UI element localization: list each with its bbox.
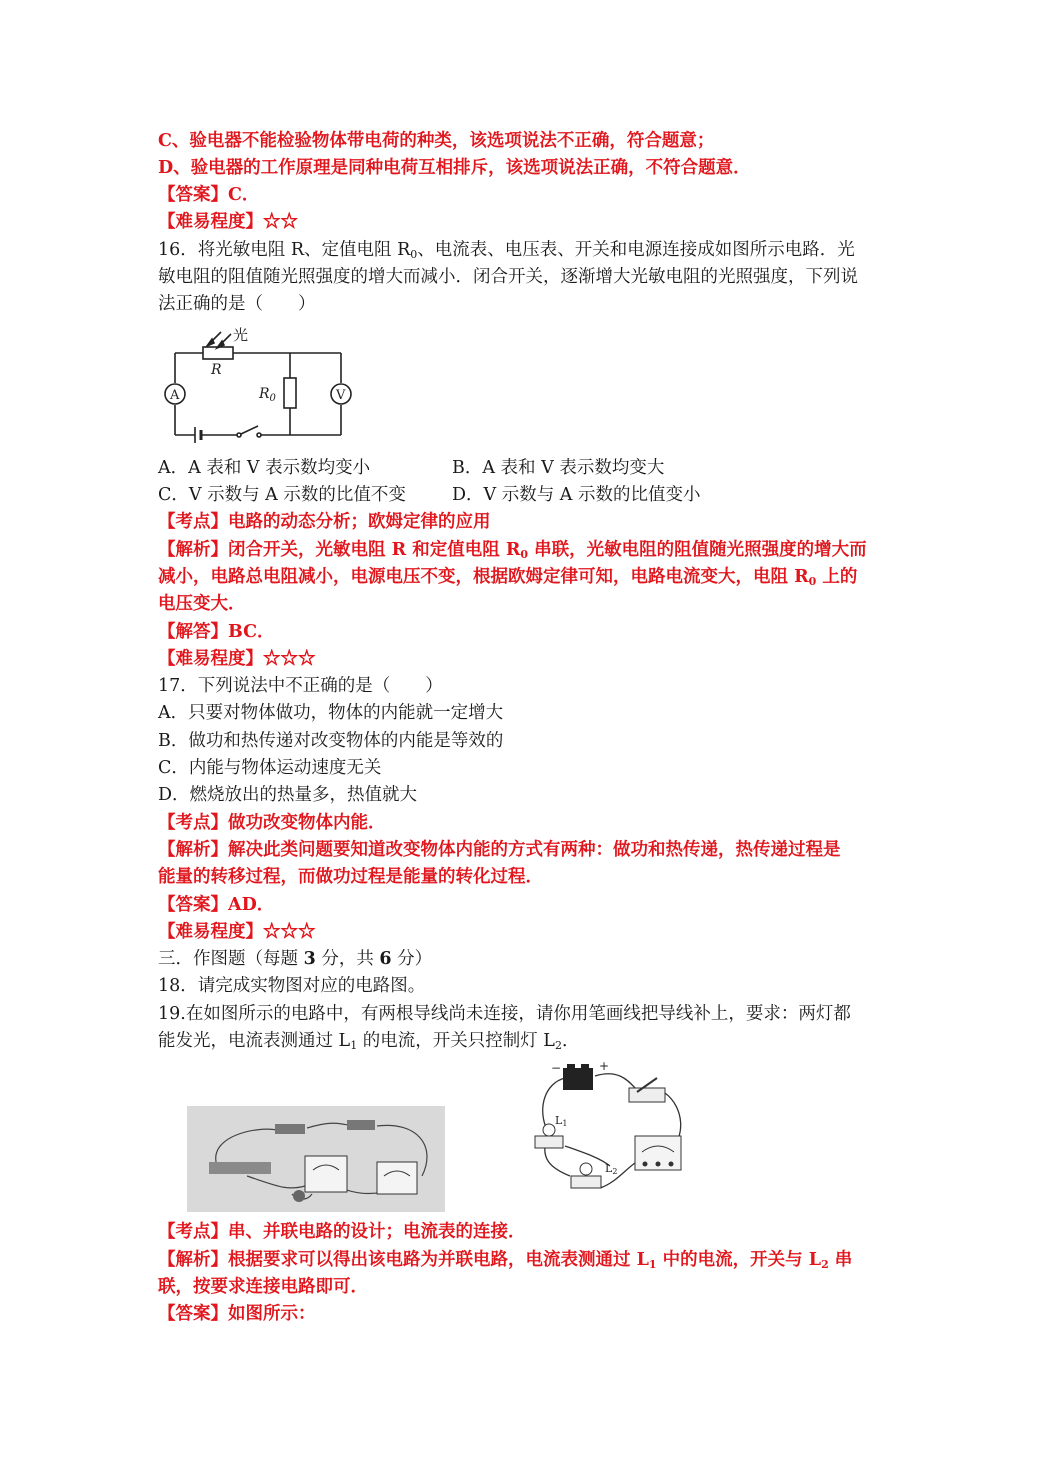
q17-option-b: B．做功和热传递对改变物体的内能是等效的 bbox=[158, 731, 504, 751]
label-L2: L bbox=[605, 1162, 613, 1175]
q17-text: 17．下列说法中不正确的是（ ） bbox=[158, 676, 443, 696]
q17-key-point: 【考点】做功改变物体内能． bbox=[158, 813, 386, 833]
label-R0: R bbox=[259, 386, 270, 402]
label-minus: − bbox=[551, 1061, 562, 1075]
q16-analysis-line3: 电压变大． bbox=[158, 594, 246, 614]
q15-answer: 【答案】C． bbox=[158, 185, 260, 205]
q16-circuit-diagram bbox=[155, 322, 365, 446]
option-c-explanation: C、验电器不能检验物体带电荷的种类，该选项说法不正确，符合题意； bbox=[158, 131, 715, 151]
q19-key-point: 【考点】串、并联电路的设计；电流表的连接． bbox=[158, 1222, 526, 1242]
lamp-l1-icon bbox=[543, 1124, 555, 1136]
q18-text: 18．请完成实物图对应的电路图。 bbox=[158, 976, 426, 996]
label-A: A bbox=[170, 388, 180, 403]
q15-difficulty: 【难易程度】☆☆ bbox=[158, 212, 298, 232]
q19-circuit-drawing bbox=[525, 1058, 695, 1208]
q19-answer: 【答案】如图所示： bbox=[158, 1304, 316, 1324]
q19-text-line1: 19.在如图所示的电路中，有两根导线尚未连接，请你用笔画线把导线补上，要求：两灯都 bbox=[158, 1004, 851, 1024]
q19-text-line2: 能发光，电流表测通过 $L_1$ 的电流，开关只控制灯 $L_2$． bbox=[158, 1031, 580, 1052]
battery-icon bbox=[563, 1068, 593, 1090]
q16-option-a: A．A 表和 V 表示数均变小 bbox=[158, 458, 371, 478]
label-plus: + bbox=[599, 1059, 610, 1073]
section-3-heading: 三．作图题（每题 3 分，共 6 分） bbox=[158, 949, 433, 969]
q17-option-c: C．内能与物体运动速度无关 bbox=[158, 758, 382, 778]
label-V: V bbox=[336, 388, 346, 403]
q16-option-d: D．V 示数与 A 示数的比值变小 bbox=[452, 485, 701, 505]
svg-text:L1: L1 bbox=[555, 1114, 568, 1128]
q16-analysis-line1: 【解析】闭合开关，光敏电阻 R 和定值电阻 $R_0$ 串联，光敏电阻的阻值随光照强度的增大而 bbox=[158, 540, 867, 561]
q16-solution: 【解答】BC． bbox=[158, 622, 275, 642]
lamp-l2-icon bbox=[580, 1163, 592, 1175]
svg-text:R0: $R_0$ bbox=[259, 386, 276, 404]
q17-analysis-line1: 【解析】解决此类问题要知道改变物体内能的方式有两种：做功和热传递，热传递过程是 bbox=[158, 840, 841, 860]
q17-difficulty: 【难易程度】☆☆☆ bbox=[158, 922, 316, 942]
q18-circuit-photo bbox=[187, 1106, 445, 1212]
q17-option-a: A．只要对物体做功，物体的内能就一定增大 bbox=[158, 703, 504, 723]
q16-difficulty: 【难易程度】☆☆☆ bbox=[158, 649, 316, 669]
q16-option-b: B．A 表和 V 表示数均变大 bbox=[452, 458, 665, 478]
lamp-l2-base bbox=[571, 1176, 601, 1188]
q17-option-d: D．燃烧放出的热量多，热值就大 bbox=[158, 785, 418, 805]
q16-text-line1: 16．将光敏电阻 R、定值电阻 $R_0$、电流表、电压表、开关和电源连接成如图所示电路．光 bbox=[158, 240, 855, 261]
q19-analysis-line2: 联，按要求连接电路即可． bbox=[158, 1277, 368, 1297]
q16-text-line3: 法正确的是（ ） bbox=[158, 294, 316, 314]
label-R: R bbox=[211, 362, 222, 378]
q16-option-c: C．V 示数与 A 示数的比值不变 bbox=[158, 485, 406, 505]
q19-analysis-line1: 【解析】根据要求可以得出该电路为并联电路，电流表测通过 $L_1$ 中的电流，开关与 $L_2$ 串 bbox=[158, 1250, 853, 1271]
q17-answer: 【答案】AD． bbox=[158, 895, 275, 915]
circuit-photo-drawing bbox=[187, 1106, 445, 1212]
q16-text-line2: 敏电阻的阻值随光照强度的增大而减小．闭合开关，逐渐增大光敏电阻的光照强度，下列说 bbox=[158, 267, 858, 287]
option-d-explanation: D、验电器的工作原理是同种电荷互相排斥，该选项说法正确，不符合题意． bbox=[158, 158, 751, 178]
switch-icon bbox=[629, 1088, 665, 1102]
lamp-l1-base bbox=[535, 1136, 563, 1148]
label-L1: L bbox=[555, 1114, 563, 1127]
q17-analysis-line2: 能量的转移过程，而做功过程是能量的转化过程． bbox=[158, 867, 543, 887]
q16-key-point: 【考点】电路的动态分析；欧姆定律的应用 bbox=[158, 512, 491, 532]
svg-text:L2: L2 bbox=[605, 1162, 618, 1176]
q16-analysis-line2: 减小，电路总电阻减小，电源电压不变，根据欧姆定律可知，电路电流变大，电阻 $R_0$ 上的 bbox=[158, 567, 858, 588]
label-light: 光 bbox=[233, 326, 249, 344]
